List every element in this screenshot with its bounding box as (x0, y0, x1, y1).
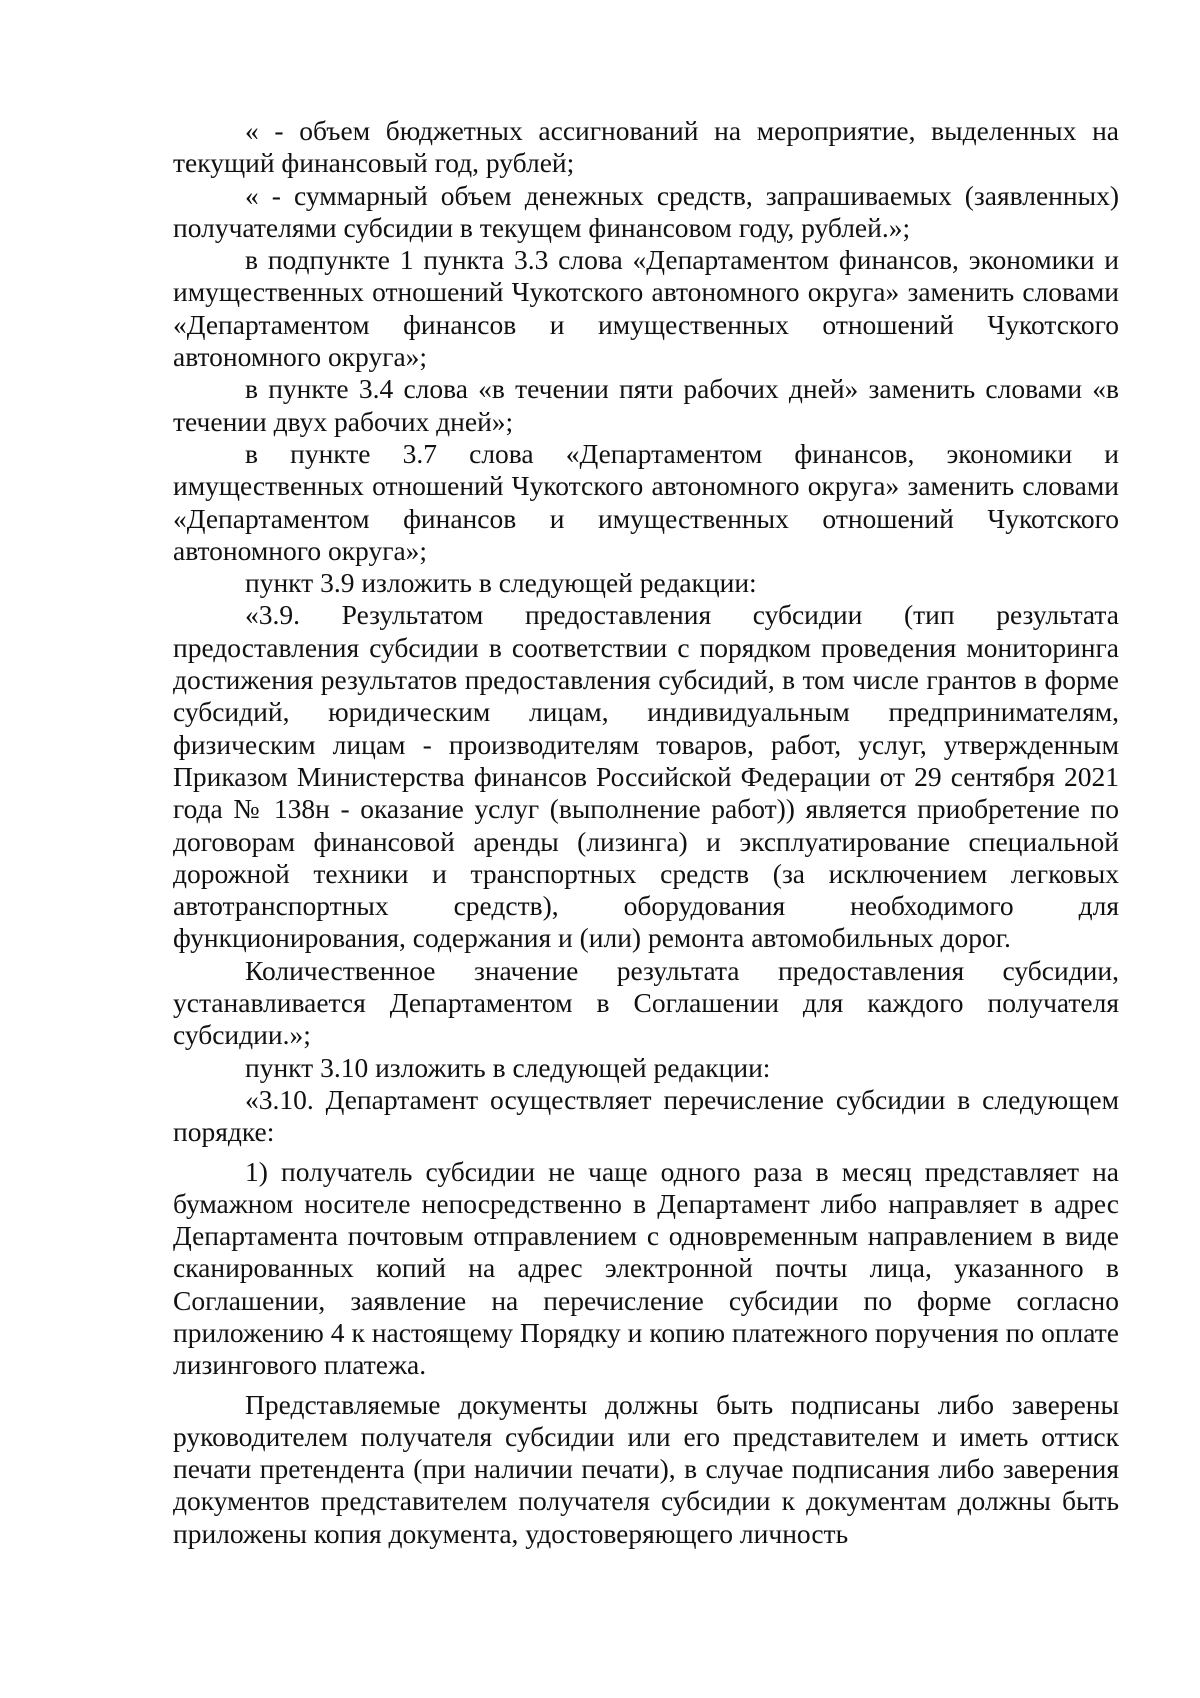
paragraph-clause-3-9-intro: пункт 3.9 изложить в следующей редакции: (245, 567, 757, 599)
paragraph-subclause-3-3: в подпункте 1 пункта 3.3 слова «Департаментом финансов, экономики и имущественных отношений Чукотского автономного округа» заменить словами «Департаментом финансов и имущественных отношений Чукотского автономного округа»; (173, 244, 1119, 373)
paragraph-documents-signing: Представляемые документы должны быть подписаны либо заверены руководителем получателя субсидии или его представителем и иметь оттиск печати претендента (при наличии печати), в случае подписания либо заверения документов представителем получателя субсидии к документам должны быть приложены копия документа, удостоверяющего личность (173, 1388, 1119, 1549)
paragraph-item-1: 1) получатель субсидии не чаще одного раза в месяц представляет на бумажном носителе непосредственно в Департамент либо направляет в адрес Департамента почтовым отправлением с одновременным направлением в виде сканированных копий на адрес электронной почты лица, указанного в Соглашении, заявление на перечисление субсидии по форме согласно приложению 4 к настоящему Порядку и копию платежного поручения по оплате лизингового платежа. (173, 1155, 1119, 1381)
document-body (173, 115, 1119, 1550)
paragraph-clause-3-7: в пункте 3.7 слова «Департаментом финансов, экономики и имущественных отношений Чукотского автономного округа» заменить словами «Департаментом финансов и имущественных отношений Чукотского автономного округа»; (173, 437, 1119, 566)
paragraph-clause-3-4: в пункте 3.4 слова «в течении пяти рабочих дней» заменить словами «в течении двух рабочих дней»; (173, 373, 1119, 437)
paragraph-clause-3-10-text: «3.10. Департамент осуществляет перечисление субсидии в следующем порядке: (173, 1083, 1119, 1148)
paragraph-total-requested: « - суммарный объем денежных средств, запрашиваемых (заявленных) получателями субсидии в текущем финансовом году, рублей.»; (173, 179, 1119, 243)
paragraph-clause-3-10-intro: пункт 3.10 изложить в следующей редакции: (245, 1051, 771, 1083)
paragraph-quantitative-value: Количественное значение результата предоставления субсидии, устанавливается Департаментом в Соглашении для каждого получателя субсидии.»; (173, 954, 1119, 1051)
paragraph-clause-3-9-text: «3.9. Результатом предоставления субсидии (тип результата предоставления субсидии в соответствии с порядком проведения мониторинга достижения результатов предоставления субсидий, в том числе грантов в форме субсидий, юридическим лицам, индивидуальным предпринимателям, физическим лицам - производителям товаров, работ, услуг, утвержденным Приказом Министерства финансов Российской Федерации от 29 сентября 2021 года № 138н - оказание услуг (выполнение работ)) является приобретение по договорам финансовой аренды (лизинга) и эксплуатирование специальной дорожной техники и транспортных средств (за исключением легковых автотранспортных средств), оборудования необходимого для функционирования, содержания и (или) ремонта автомобильных дорог. (173, 599, 1119, 954)
paragraph-budget-allocations: « - объем бюджетных ассигнований на мероприятие, выделенных на текущий финансовый год, рублей; (173, 115, 1119, 179)
